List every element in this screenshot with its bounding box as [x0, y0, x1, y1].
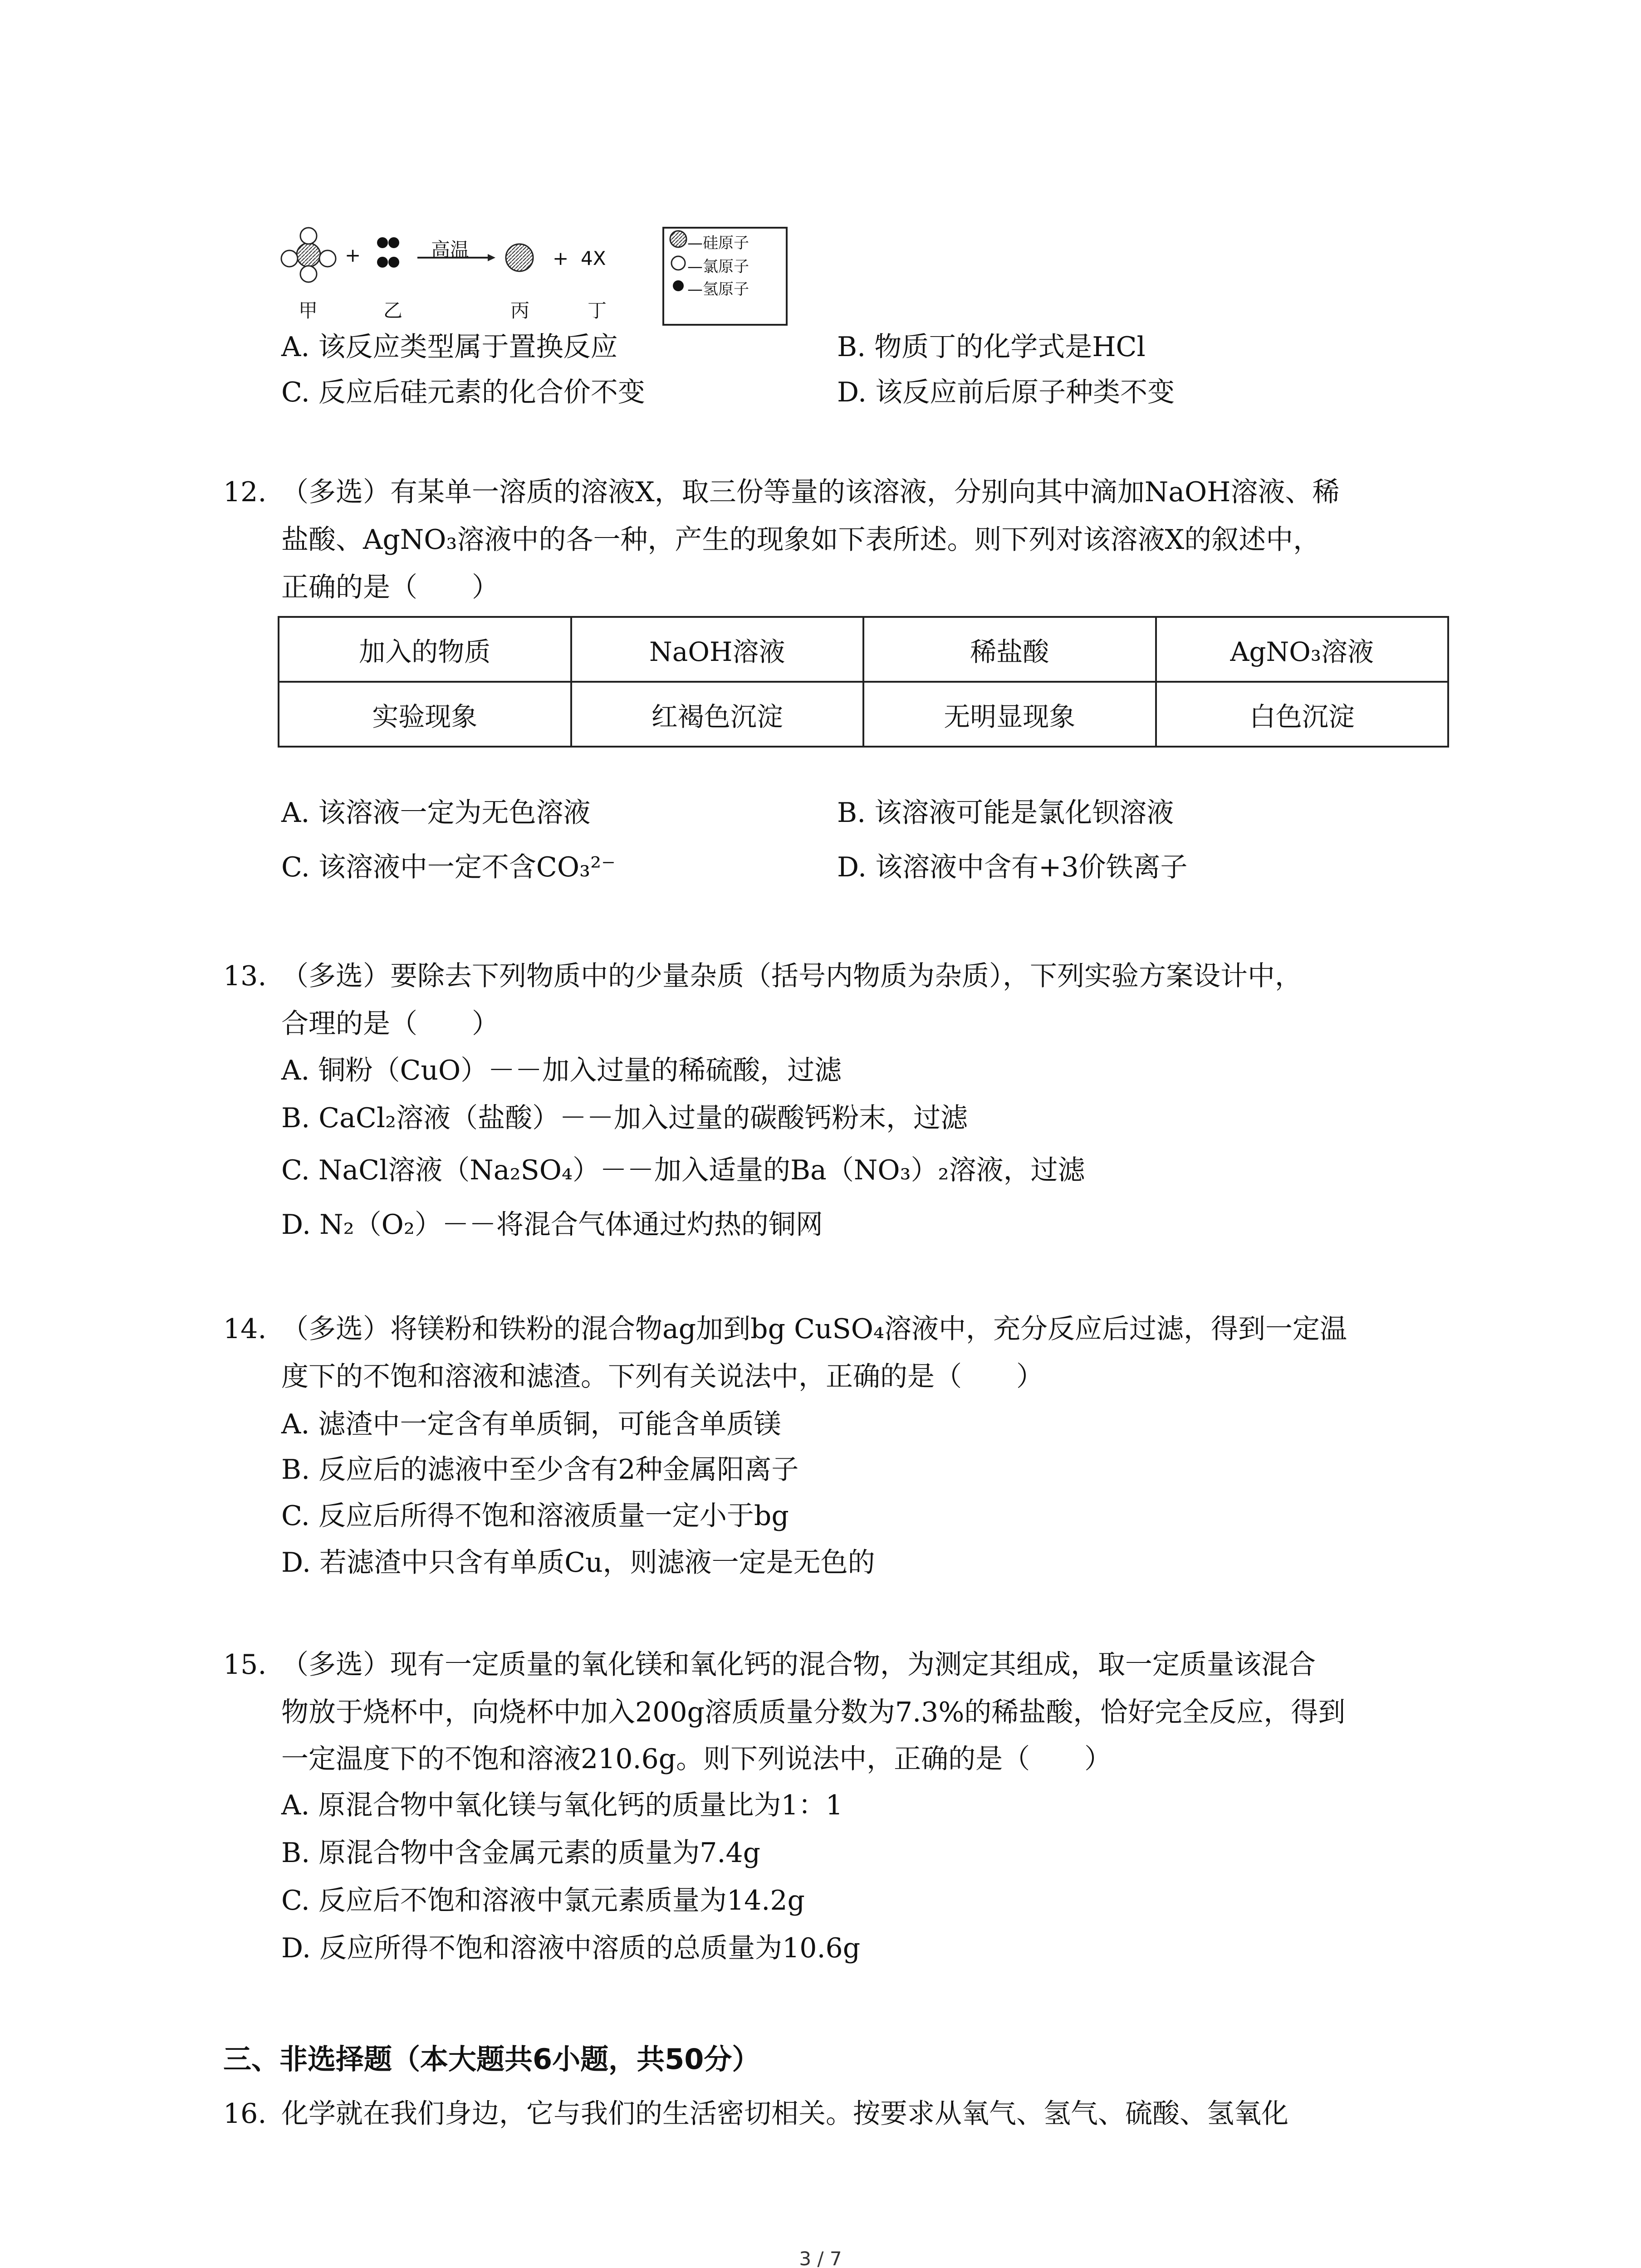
- q12-option-d: D. 该溶液中含有+3价铁离子: [837, 851, 1188, 883]
- q13-line-1: （多选）要除去下列物质中的少量杂质（括号内物质为杂质），下列实验方案设计中，: [281, 960, 1302, 992]
- plus-sign-1: +: [345, 244, 361, 266]
- table-row: [279, 682, 1448, 747]
- label-jia: 甲: [299, 299, 318, 322]
- q13-line-2: 合理的是（ ）: [281, 1008, 499, 1040]
- table-cell: AgNO₃溶液: [1156, 617, 1449, 682]
- q15-line-2: 物放于烧杯中，向烧杯中加入200g溶质质量分数为7.3%的稀盐酸，恰好完全反应，得到: [281, 1696, 1346, 1728]
- q14-option-c: C. 反应后所得不饱和溶液质量一定小于bg: [281, 1500, 789, 1532]
- molecule-bing: [506, 244, 533, 271]
- q13-option-b: B. CaCl₂溶液（盐酸）－－加入过量的碳酸钙粉末，过滤: [281, 1102, 968, 1134]
- label-bing: 丙: [510, 299, 530, 322]
- q14-option-d: D. 若滤渣中只含有单质Cu，则滤液一定是无色的: [281, 1547, 875, 1579]
- legend-cl: —氯原子: [687, 258, 749, 276]
- q12-line-1: （多选）有某单一溶质的溶液X，取三份等量的该溶液，分别向其中滴加NaOH溶液、稀: [281, 476, 1340, 508]
- q15-line-1: （多选）现有一定质量的氧化镁和氧化钙的混合物，为测定其组成，取一定质量该混合: [281, 1649, 1316, 1681]
- q16-number: 16.: [223, 2098, 267, 2130]
- q14-line-1: （多选）将镁粉和铁粉的混合物ag加到bg CuSO₄溶液中，充分反应后过滤，得到一定温: [281, 1313, 1347, 1345]
- q13-option-a: A. 铜粉（CuO）－－加入过量的稀硫酸，过滤: [281, 1055, 842, 1086]
- arrow-label: 高温: [431, 239, 470, 261]
- q14-option-a: A. 滤渣中一定含有单质铜，可能含单质镁: [281, 1408, 781, 1440]
- q15-option-d: D. 反应所得不饱和溶液中溶质的总质量为10.6g: [281, 1932, 861, 1964]
- q15-number: 15.: [223, 1649, 267, 1681]
- q14-number: 14.: [223, 1313, 267, 1345]
- molecule-yi: [377, 237, 399, 268]
- q15-option-c: C. 反应后不饱和溶液中氯元素质量为14.2g: [281, 1885, 805, 1916]
- table-cell: 红褐色沉淀: [571, 682, 864, 747]
- plus-sign-2: +: [553, 247, 569, 269]
- q16-line-1: 化学就在我们身边，它与我们的生活密切相关。按要求从氧气、氢气、硫酸、氢氧化: [281, 2098, 1288, 2130]
- table-cell: 加入的物质: [279, 617, 571, 682]
- q14-line-2: 度下的不饱和溶液和滤渣。下列有关说法中，正确的是（ ）: [281, 1361, 1043, 1393]
- q15-option-a: A. 原混合物中氧化镁与氧化钙的质量比为1：1: [281, 1789, 843, 1821]
- q12-option-b: B. 该溶液可能是氯化钡溶液: [837, 797, 1174, 829]
- q11-option-c: C. 反应后硅元素的化合价不变: [281, 376, 645, 408]
- fourx-label: 4X: [581, 247, 606, 269]
- legend-h: —氢原子: [687, 280, 749, 298]
- section-heading-3: 三、非选择题（本大题共6小题，共50分）: [223, 2043, 760, 2076]
- table-cell: 白色沉淀: [1156, 682, 1449, 747]
- table-cell: 稀盐酸: [863, 617, 1156, 682]
- table-cell: NaOH溶液: [571, 617, 864, 682]
- q14-option-b: B. 反应后的滤液中至少含有2种金属阳离子: [281, 1454, 799, 1486]
- table-row: [279, 617, 1448, 682]
- q15-line-3: 一定温度下的不饱和溶液210.6g。则下列说法中，正确的是（ ）: [281, 1743, 1112, 1775]
- q12-option-c: C. 该溶液中一定不含CO₃²⁻: [281, 851, 616, 883]
- q11-option-b: B. 物质丁的化学式是HCl: [837, 331, 1146, 363]
- q12-line-2: 盐酸、AgNO₃溶液中的各一种，产生的现象如下表所述。则下列对该溶液X的叙述中，: [281, 524, 1321, 556]
- legend-si: —硅原子: [687, 234, 749, 252]
- q13-option-c: C. NaCl溶液（Na₂SO₄）－－加入适量的Ba（NO₃）₂溶液，过滤: [281, 1154, 1085, 1186]
- page-number: 3 / 7: [799, 2248, 842, 2268]
- q12-number: 12.: [223, 476, 267, 508]
- q12-line-3: 正确的是（ ）: [281, 572, 499, 603]
- table-cell: 无明显现象: [863, 682, 1156, 747]
- label-yi: 乙: [383, 299, 403, 322]
- label-ding: 丁: [588, 299, 607, 322]
- q12-table: [278, 616, 1449, 748]
- molecule-jia: [281, 228, 336, 282]
- q13-number: 13.: [223, 960, 267, 992]
- table-cell: 实验现象: [279, 682, 571, 747]
- q11-option-a: A. 该反应类型属于置换反应: [281, 331, 618, 363]
- q12-option-a: A. 该溶液一定为无色溶液: [281, 797, 591, 829]
- q11-option-d: D. 该反应前后原子种类不变: [837, 376, 1175, 408]
- q13-option-d: D. N₂（O₂）－－将混合气体通过灼热的铜网: [281, 1209, 823, 1241]
- q15-option-b: B. 原混合物中含金属元素的质量为7.4g: [281, 1837, 761, 1869]
